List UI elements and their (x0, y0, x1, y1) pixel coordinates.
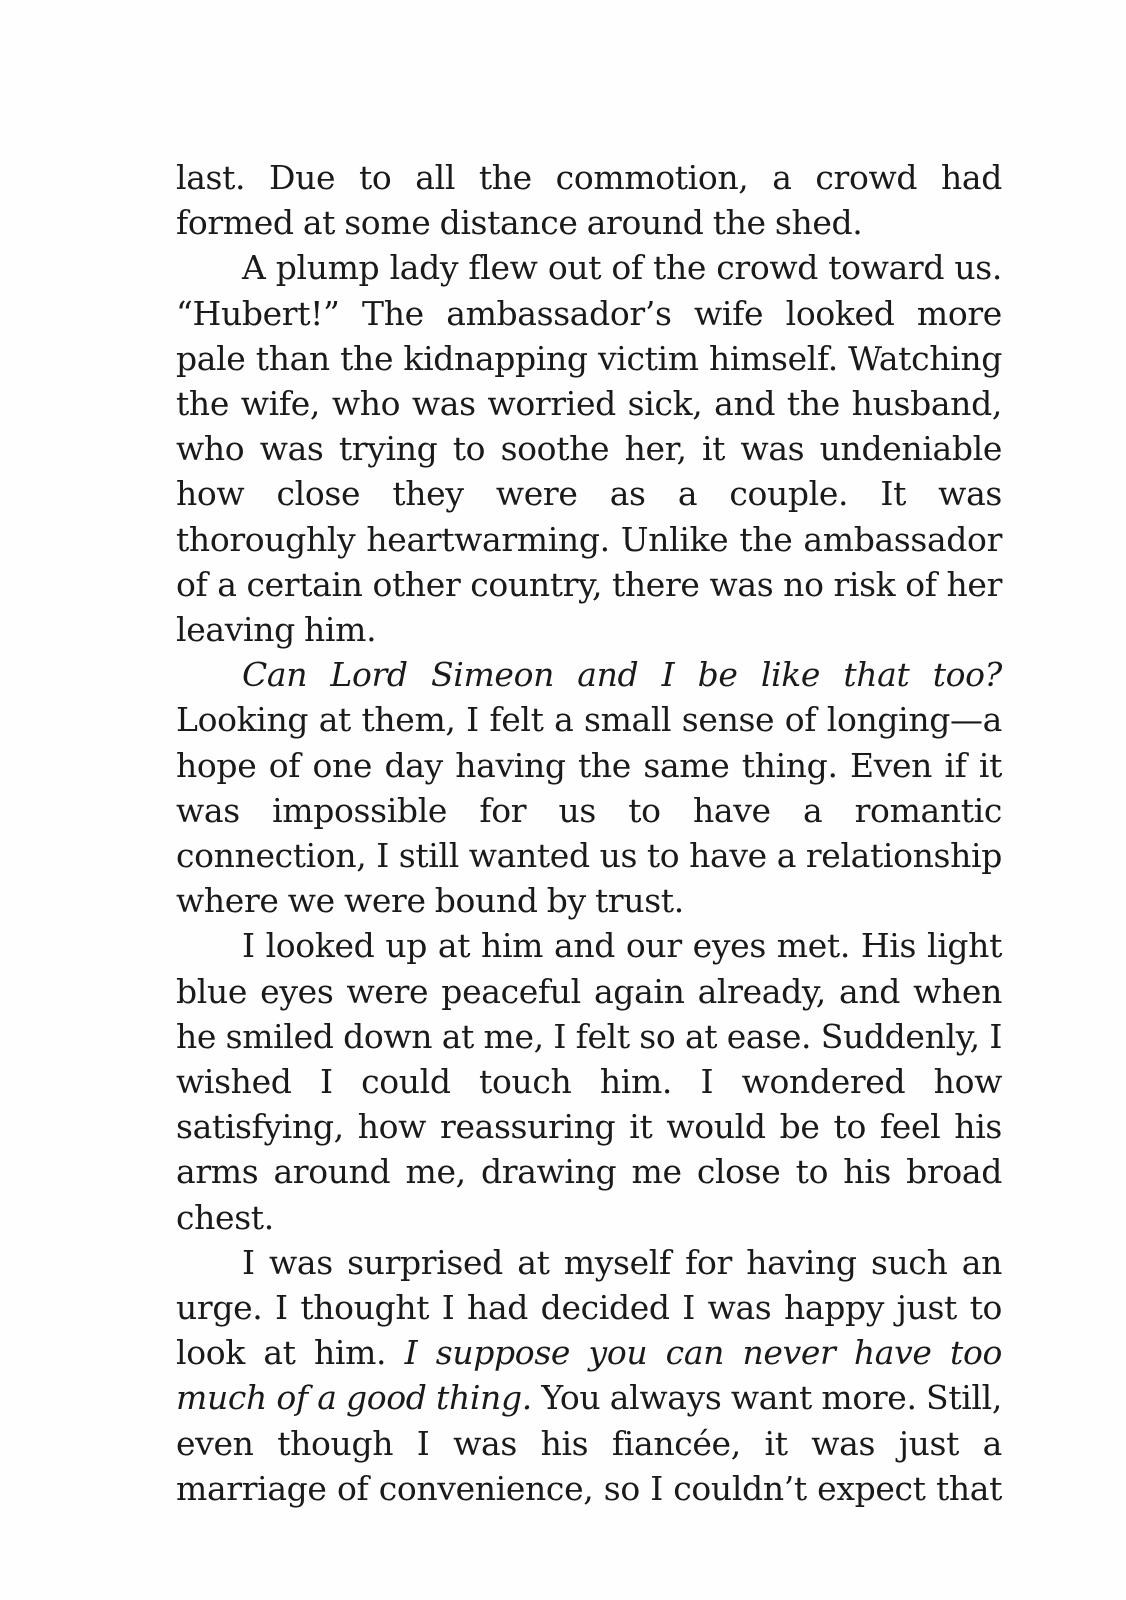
paragraph-3 (176, 652, 1002, 923)
paragraph-1 (176, 155, 1002, 245)
body-text (176, 155, 1002, 1511)
paragraph-5-text-end: You always want more. Still, even though I was his fiancée, it was just a marriage of convenience, so I couldn’t expect that (176, 1378, 1002, 1508)
paragraph-5-italic-thought: I suppose you can never have too much of a good thing. (176, 1333, 1002, 1418)
paragraph-4-text: I looked up at him and our eyes met. His light blue eyes were peaceful again already, and when he smiled down at me, I felt so at ease. Suddenly, I wished I could touch him. I wondered how satisfying, how reassuring it would be to feel his arms around me, drawing me close to his broad chest. (176, 926, 1002, 1237)
paragraph-2 (176, 245, 1002, 652)
paragraph-1-text: last. Due to all the commotion, a crowd had formed at some distance around the shed. (176, 158, 1002, 243)
paragraph-5-text-start: I was surprised at myself for having such an urge. I thought I had decided I was happy just to look at him. (176, 1242, 1002, 1373)
paragraph-4 (176, 923, 1002, 1239)
paragraph-3-italic-thought: Can Lord Simeon and I be like that too? (242, 655, 1002, 695)
paragraph-3-text: Looking at them, I felt a small sense of longing—a hope of one day having the same thing. Even if it was impossible for us to have a romantic connection, I still wanted us to have a relationship where we were bound by trust. (176, 700, 1002, 921)
paragraph-5 (176, 1240, 1002, 1511)
paragraph-2-text: A plump lady flew out of the crowd toward us. “Hubert!” The ambassador’s wife looked more pale than the kidnapping victim himself. Watching the wife, who was worried sick, and the husband, who was trying to soothe her, it was undeniable how close they were as a couple. It was thoroughly heartwarming. Unlike the ambassador of a certain other country, there was no risk of her leaving him. (176, 248, 1002, 650)
